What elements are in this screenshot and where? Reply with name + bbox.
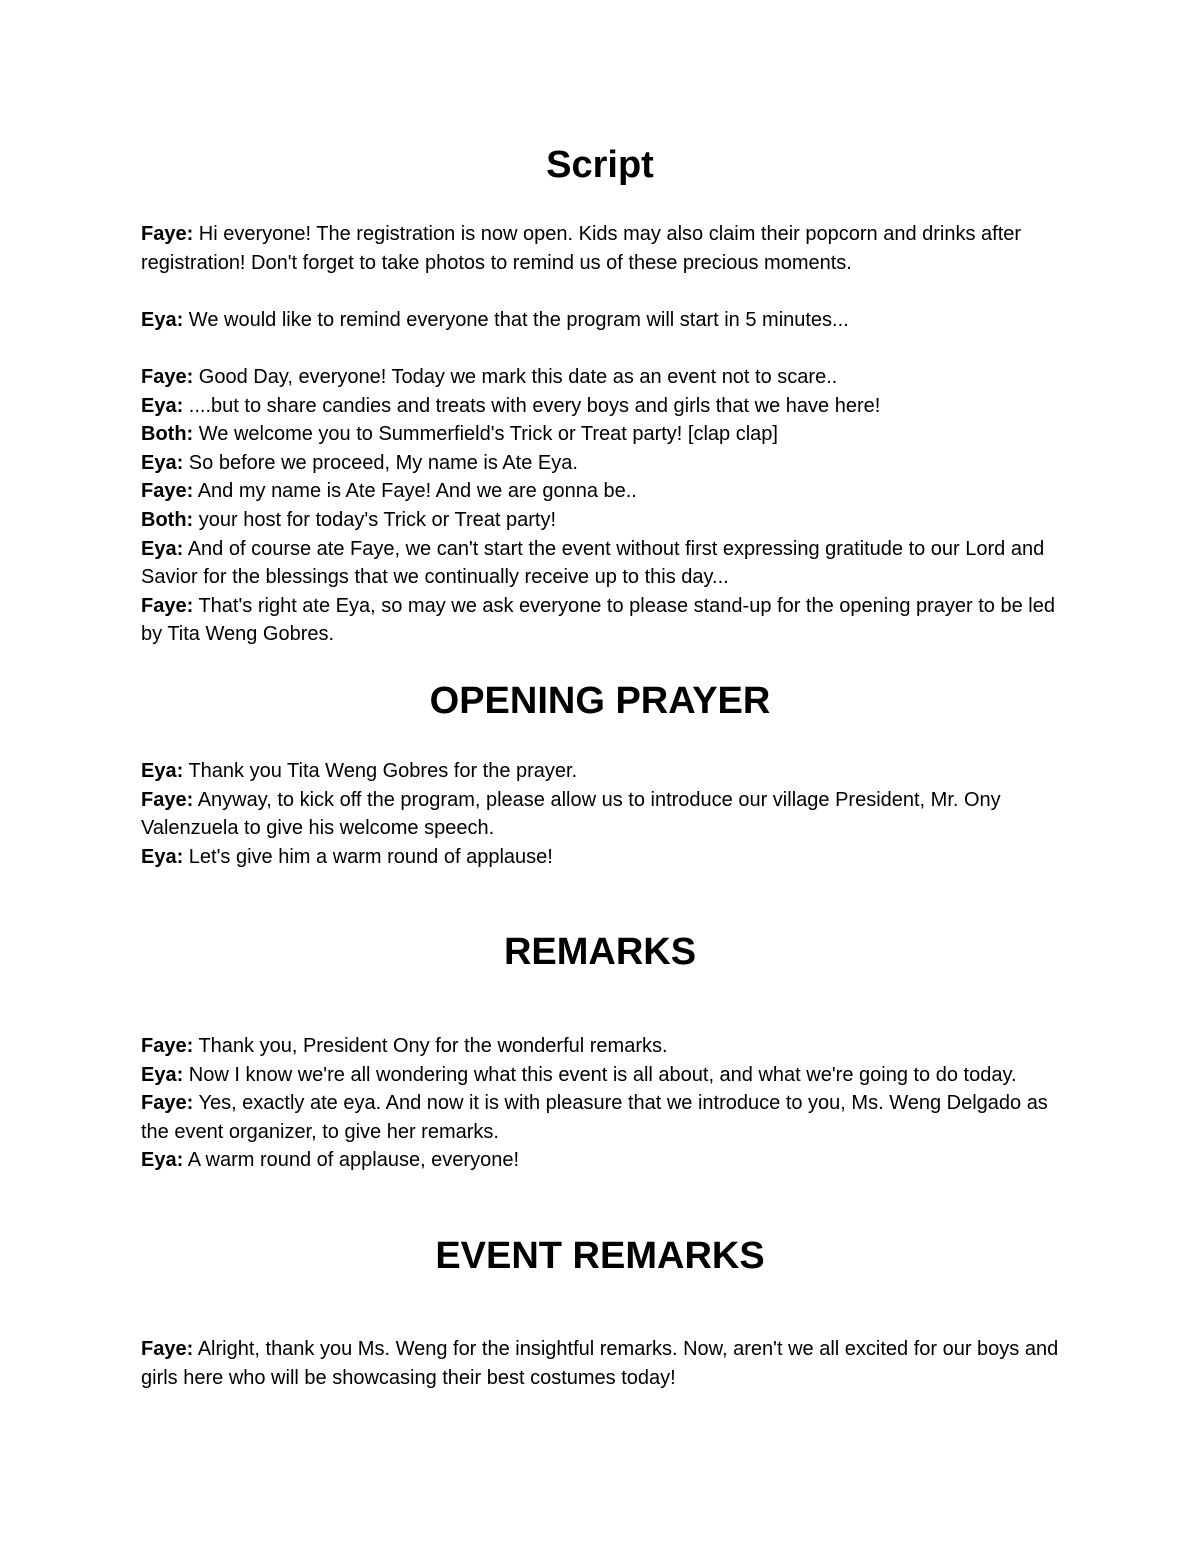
speaker-label: Both: bbox=[141, 423, 194, 446]
page-title: Script bbox=[546, 144, 654, 186]
dialogue-text: Alright, thank you Ms. Weng for the insightful remarks. Now, aren't we all excited for our boys and girls here who will be showcasing their best costumes today! bbox=[141, 1338, 1059, 1389]
dialogue-text: Anyway, to kick off the program, please allow us to introduce our village President, Mr. Ony Valenzuela to give his welcome speech. bbox=[141, 788, 1001, 840]
dialogue-line bbox=[141, 420, 1059, 449]
speaker-label: Both: bbox=[141, 508, 194, 531]
dialogue-line bbox=[141, 220, 1059, 277]
speaker-label: Eya: bbox=[141, 537, 184, 560]
speaker-label: Eya: bbox=[141, 1063, 184, 1086]
dialogue-text: Let's give him a warm round of applause! bbox=[183, 845, 553, 868]
dialogue-block bbox=[141, 306, 1059, 335]
dialogue-line bbox=[141, 757, 1059, 786]
dialogue-line bbox=[141, 592, 1059, 649]
dialogue-block bbox=[141, 1335, 1059, 1392]
dialogue-line bbox=[141, 449, 1059, 478]
speaker-label: Eya: bbox=[141, 1149, 184, 1172]
speaker-label: Faye: bbox=[141, 223, 194, 245]
speaker-label: Eya: bbox=[141, 394, 184, 417]
dialogue-text: Now I know we're all wondering what this event is all about, and what we're going to do today. bbox=[183, 1063, 1017, 1086]
dialogue-line bbox=[141, 843, 1059, 872]
speaker-label: Faye: bbox=[141, 366, 194, 388]
dialogue-block bbox=[141, 363, 1059, 649]
dialogue-line bbox=[141, 535, 1059, 592]
speaker-label: Faye: bbox=[141, 1035, 194, 1057]
dialogue-text: And my name is Ate Faye! And we are gonna be.. bbox=[193, 480, 637, 503]
speaker-label: Faye: bbox=[141, 1338, 194, 1360]
dialogue-text: Yes, exactly ate eya. And now it is with pleasure that we introduce to you, Ms. Weng Delgado as the event organizer, to give her remarks. bbox=[141, 1092, 1048, 1143]
dialogue-text: Thank you Tita Weng Gobres for the prayer. bbox=[183, 760, 578, 782]
dialogue-text: So before we proceed, My name is Ate Eya. bbox=[183, 451, 578, 474]
dialogue-text: your host for today's Trick or Treat party! bbox=[193, 508, 557, 531]
dialogue-line bbox=[141, 1089, 1059, 1146]
dialogue-line bbox=[141, 477, 1059, 506]
speaker-label: Faye: bbox=[141, 788, 194, 811]
dialogue-text: ....but to share candies and treats with every boys and girls that we have here! bbox=[183, 394, 881, 417]
dialogue-text: We welcome you to Summerfield's Trick or Treat party! [clap clap] bbox=[193, 423, 778, 446]
section-heading: REMARKS bbox=[503, 931, 697, 973]
dialogue-text: A warm round of applause, everyone! bbox=[183, 1149, 520, 1172]
dialogue-line bbox=[141, 506, 1059, 535]
dialogue-line bbox=[141, 306, 1059, 335]
dialogue-text: Good Day, everyone! Today we mark this date as an event not to scare.. bbox=[193, 366, 838, 388]
dialogue-line bbox=[141, 392, 1059, 421]
speaker-label: Eya: bbox=[141, 845, 184, 868]
section-heading: OPENING PRAYER bbox=[429, 680, 771, 722]
dialogue-text: We would like to remind everyone that the program will start in 5 minutes... bbox=[183, 309, 849, 331]
speaker-label: Faye: bbox=[141, 480, 194, 503]
speaker-label: Faye: bbox=[141, 1092, 194, 1115]
dialogue-block bbox=[141, 757, 1059, 871]
dialogue-text: Hi everyone! The registration is now open. Kids may also claim their popcorn and drinks after registration! Don't forget to take photos to remind us of these precious moments. bbox=[141, 223, 1022, 274]
dialogue-line bbox=[141, 1061, 1059, 1090]
dialogue-line bbox=[141, 363, 1059, 392]
dialogue-text: That's right ate Eya, so may we ask everyone to please stand-up for the opening prayer to be led by Tita Weng Gobres. bbox=[141, 594, 1055, 646]
dialogue-block bbox=[141, 1032, 1059, 1175]
dialogue-text: And of course ate Faye, we can't start the event without first expressing gratitude to our Lord and Savior for the blessings that we continually receive up to this day... bbox=[141, 537, 1045, 589]
dialogue-line bbox=[141, 1335, 1059, 1392]
dialogue-line bbox=[141, 1146, 1059, 1175]
dialogue-line bbox=[141, 1032, 1059, 1061]
speaker-label: Eya: bbox=[141, 451, 184, 474]
dialogue-block bbox=[141, 220, 1059, 277]
speaker-label: Eya: bbox=[141, 309, 184, 331]
dialogue-text: Thank you, President Ony for the wonderful remarks. bbox=[193, 1035, 668, 1057]
speaker-label: Eya: bbox=[141, 760, 184, 782]
section-heading: EVENT REMARKS bbox=[435, 1235, 765, 1277]
speaker-label: Faye: bbox=[141, 594, 194, 617]
dialogue-line bbox=[141, 786, 1059, 843]
